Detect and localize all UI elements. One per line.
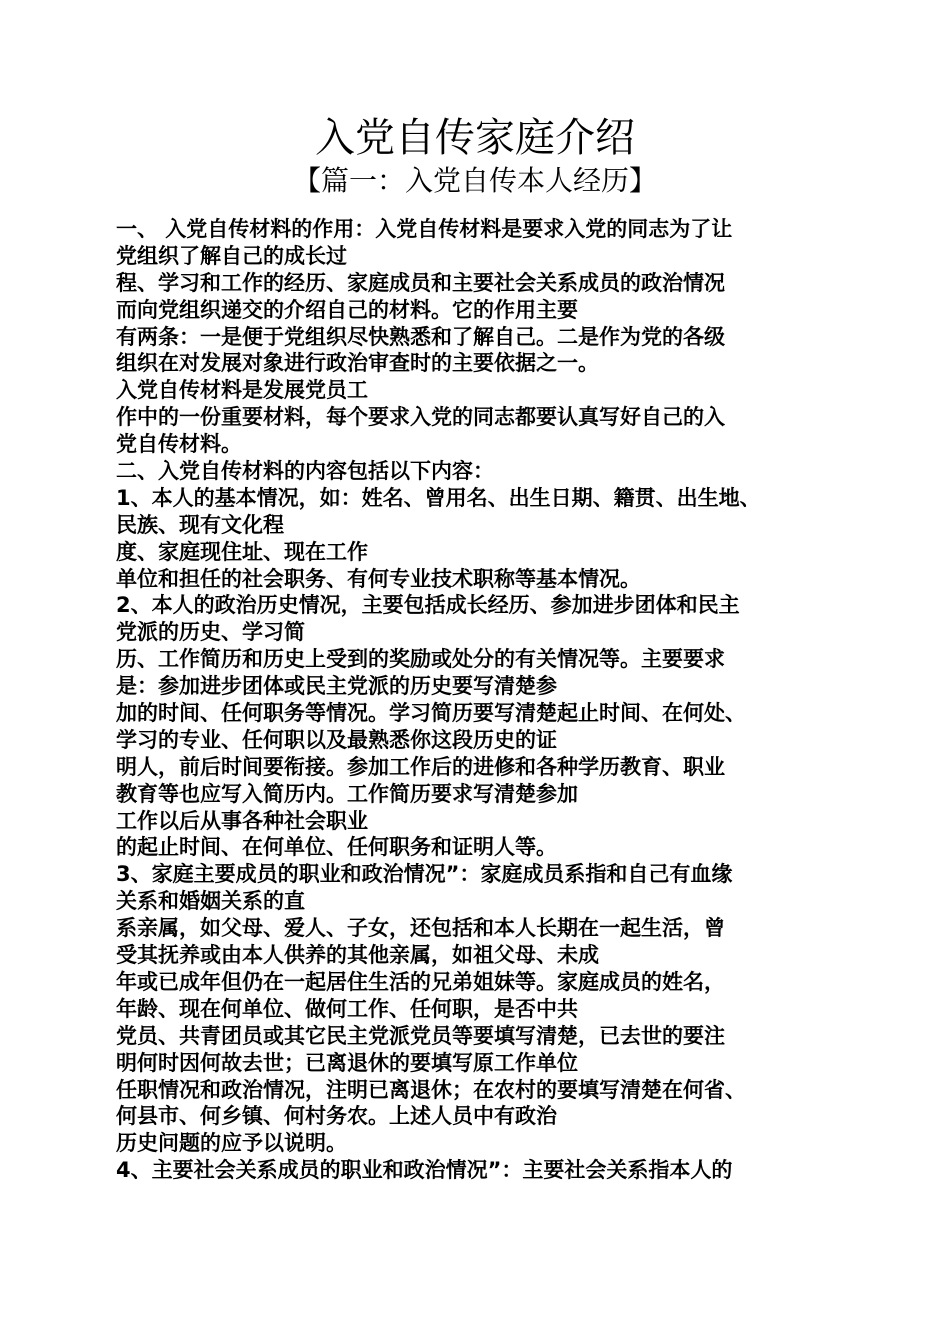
body-text-line: 是：参加进步团体或民主党派的历史要写清楚参 [116, 674, 557, 699]
document-title: 入党自传家庭介绍 [315, 115, 635, 161]
body-text-line: 程、学习和工作的经历、家庭成员和主要社会关系成员的政治情况 [116, 270, 725, 295]
body-text-line: 一、 入党自传材料的作用：入党自传材料是要求入党的同志为了让 [116, 217, 733, 241]
body-text-line: 何县市、何乡镇、何村务农。上述人员中有政治 [116, 1104, 557, 1129]
document-subtitle: 【篇一：入党自传本人经历】 [292, 164, 657, 197]
body-text-line: 4、主要社会关系成员的职业和政治情况”：主要社会关系指本人的 [116, 1158, 733, 1183]
body-text-line: 年或已成年但仍在一起居住生活的兄弟姐妹等。家庭成员的姓名， [116, 969, 725, 994]
body-text-line: 加的时间、任何职务等情况。学习简历要写清楚起止时间、在何处、 [116, 701, 746, 726]
body-text-line: 历史问题的应予以说明。 [116, 1131, 347, 1156]
body-text-line: 作中的一份重要材料，每个要求入党的同志都要认真写好自己的入 [116, 405, 725, 430]
body-text-line: 系亲属，如父母、爱人、子女，还包括和本人长期在一起生活，曾 [116, 916, 725, 941]
body-text-line: 学习的专业、任何职以及最熟悉你这段历史的证 [116, 727, 557, 752]
body-text-line: 二、入党自传材料的内容包括以下内容： [116, 459, 494, 484]
body-text-line: 3、家庭主要成员的职业和政治情况”：家庭成员系指和自己有血缘 [116, 862, 733, 887]
body-text-line: 的起止时间、在何单位、任何职务和证明人等。 [116, 835, 557, 860]
body-text-line: 党员、共青团员或其它民主党派党员等要填写清楚，已去世的要注 [116, 1023, 725, 1048]
body-text-line: 历、工作简历和历史上受到的奖励或处分的有关情况等。主要要求 [116, 647, 725, 672]
body-text-line: 年龄、现在何单位、做何工作、任何职，是否中共 [116, 996, 578, 1021]
body-text-line: 而向党组织递交的介绍自己的材料。它的作用主要 [116, 297, 578, 322]
body-text-line: 入党自传材料是发展党员工 [116, 378, 368, 403]
body-text-line: 1、本人的基本情况，如：姓名、曾用名、出生日期、籍贯、出生地、 [116, 485, 761, 510]
document-body [116, 216, 846, 1184]
body-text-line: 关系和婚姻关系的直 [116, 889, 305, 914]
body-text-line: 党派的历史、学习简 [116, 620, 305, 645]
body-text-line: 教育等也应写入简历内。工作简历要求写清楚参加 [116, 781, 578, 806]
body-text-line: 任职情况和政治情况，注明已离退休；在农村的要填写清楚在何省、 [116, 1077, 746, 1102]
body-text-line: 有两条：一是便于党组织尽快熟悉和了解自己。二是作为党的各级 [116, 324, 725, 349]
body-text-line: 2、本人的政治历史情况，主要包括成长经历、参加进步团体和民主 [116, 593, 740, 618]
body-text-line: 明人，前后时间要衔接。参加工作后的进修和各种学历教育、职业 [116, 754, 725, 779]
body-text-line: 度、家庭现住址、现在工作 [116, 539, 368, 564]
body-text-line: 民族、现有文化程 [116, 512, 284, 537]
body-text-line: 单位和担任的社会职务、有何专业技术职称等基本情况。 [116, 566, 641, 591]
body-text-line: 工作以后从事各种社会职业 [116, 808, 368, 833]
body-text-line: 党组织了解自己的成长过 [116, 243, 347, 268]
body-text-line: 党自传材料。 [116, 432, 242, 457]
body-text-line: 明何时因何故去世；已离退休的要填写原工作单位 [116, 1050, 578, 1075]
body-text-line: 组织在对发展对象进行政治审查时的主要依据之一。 [116, 351, 599, 376]
body-text-line: 受其抚养或由本人供养的其他亲属，如祖父母、未成 [116, 943, 599, 968]
